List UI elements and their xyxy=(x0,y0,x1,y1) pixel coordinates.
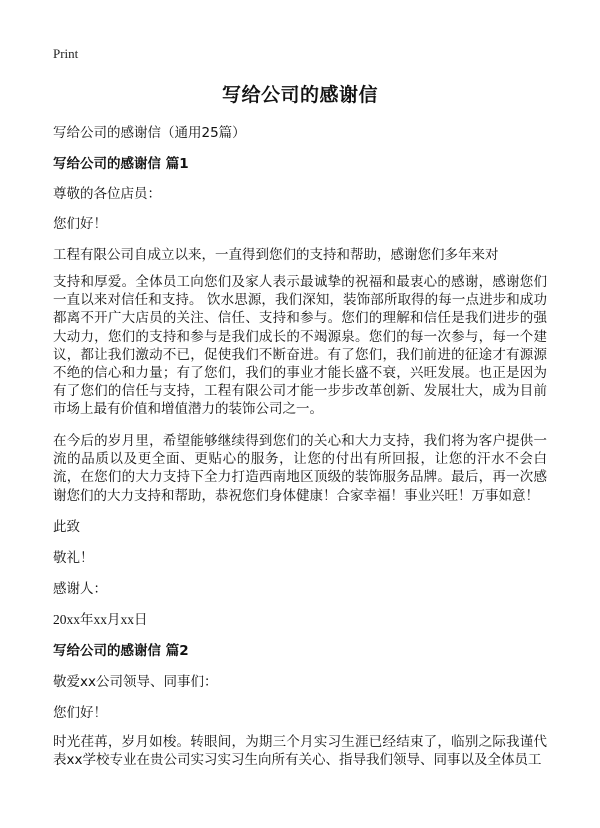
closing-2: 敬礼！ xyxy=(53,550,94,566)
signer-label: 感谢人： xyxy=(53,581,107,597)
paragraph-1-1: 支持和厚爱。全体员工向您们及家人表示最诚挚的祝福和最衷心的感谢，感谢您们一直以来对信任和支持。 饮水思源，我们深知，装饰部所取得的每一点进步和成功都离不开广大店员的关注、信任、支持和参与。您们的理解和信任是我们进步的强大动力，您们的支持和参与是我们成长的不竭源泉。您们的每一次参与，每一个建议，都让我们激动不已，促使我们不断奋进。有了您们，我们前进的征途才有源源不绝的信心和力量；有了您们，我们的事业才能长盛不衰，兴旺发展。也正是因为有了您们的信任与支持，工程有限公司才能一步步改革创新、发展壮大，成为目前市场上最有价值和增值潜力的装饰公司之一。 xyxy=(53,274,547,418)
paragraph-2-1: 时光荏苒，岁月如梭。转眼间，为期三个月实习生涯已经结束了，临别之际我谨代表xx学校专业在贵公司实习实习生向所有关心、指导我们领导、同事以及全体员工 xyxy=(53,734,547,769)
salutation-1: 尊敬的各位店员： xyxy=(53,186,161,202)
section-heading-1: 写给公司的感谢信 篇1 xyxy=(53,156,189,172)
greeting-1: 您们好！ xyxy=(53,216,107,232)
section-heading-2: 写给公司的感谢信 篇2 xyxy=(53,643,189,659)
salutation-2: 敬爱xx公司领导、同事们： xyxy=(53,674,218,690)
paragraph-1-2: 在今后的岁月里，希望能够继续得到您们的关心和大力支持，我们将为客户提供一流的品质以及更全面、更贴心的服务，让您的付出有所回报，让您的汗水不会白流，在您们的大力支持下全力打造西南地区顶级的装饰服务品牌。最后，再一次感谢您们的大力支持和帮助，恭祝您们身体健康！合家幸福！事业兴旺！万事如意！ xyxy=(53,433,547,504)
letter-date: 20xx年xx月xx日 xyxy=(53,612,148,627)
greeting-2: 您们好！ xyxy=(53,705,107,721)
closing-1: 此致 xyxy=(53,519,80,535)
document-subtitle: 写给公司的感谢信（通用25篇） xyxy=(53,125,246,141)
intro-line-1: 工程有限公司自成立以来，一直得到您们的支持和帮助，感谢您们多年来对 xyxy=(53,247,499,263)
print-link[interactable]: Print xyxy=(53,46,79,61)
page-title: 写给公司的感谢信 xyxy=(221,84,378,106)
